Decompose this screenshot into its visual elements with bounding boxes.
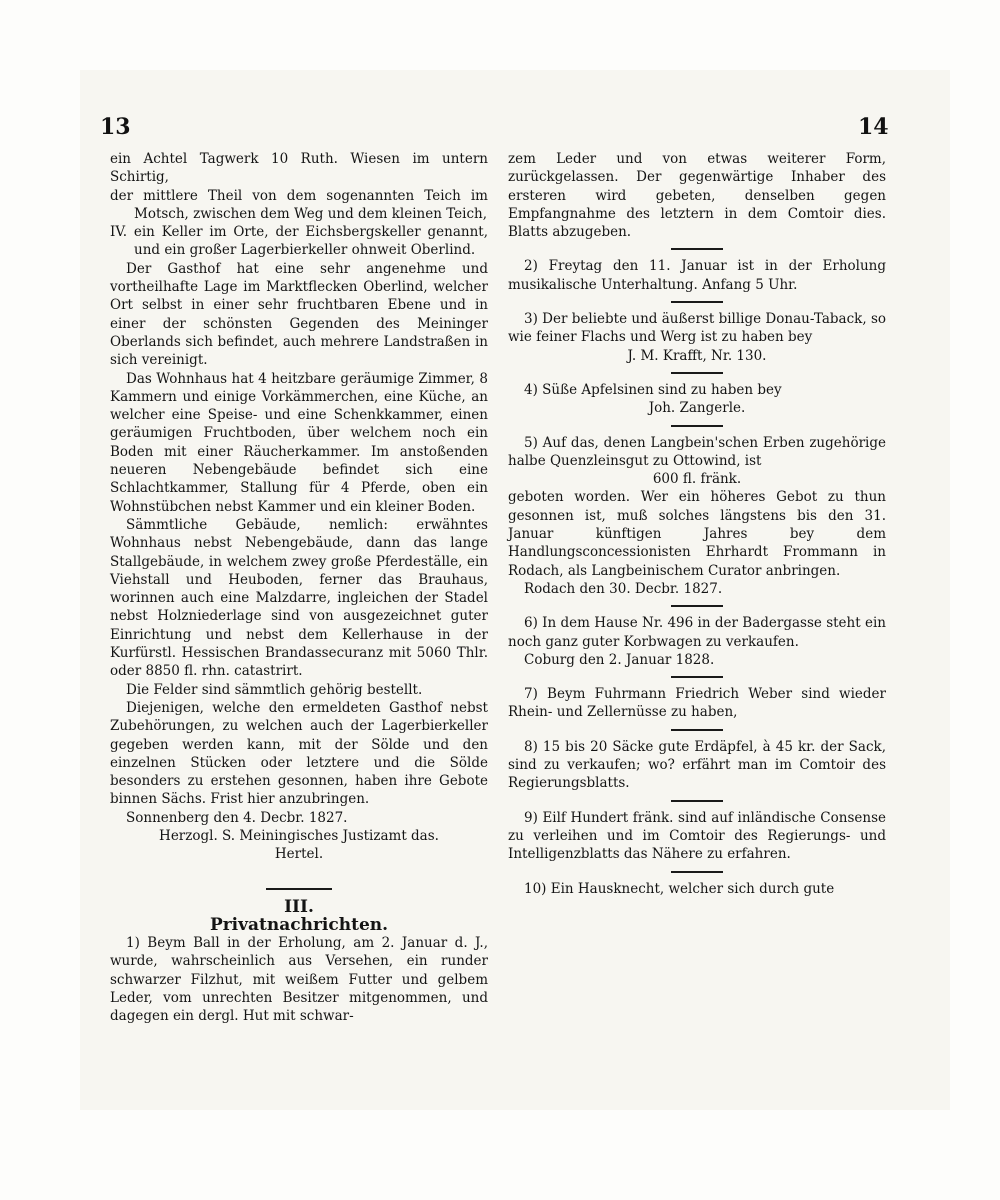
section-divider: [266, 888, 332, 890]
paragraph: Die Felder sind sämmtlich gehörig bestellt.: [126, 681, 423, 698]
signature-name: Hertel.: [274, 846, 324, 863]
paragraph: Sämmtliche Gebäude, nemlich: erwähntes Wohnhaus nebst Nebengebäude, dann das lange Stallgebäude, in welchem zwey große Pferdeställe, ein Viehstall und Heuboden, ferner das Brauhaus, worinnen auch eine Malzdarre, ingleichen der Stadel nebst Holzniederlage sind von ausgezeichnet guter Einrichtung und nebst dem Kellerhause in der Kurfürstl. Hessischen Brandassecuranz mit 5060 Thlr. oder 8850 fl. rhn. catastrirt.: [110, 516, 488, 680]
page-number-left: 13: [100, 114, 131, 140]
notice-9: 9) Eilf Hundert fränk. sind auf inländische Consense zu verleihen und im Comtoir des Regierungs- und Intelligenzblatts das Nähere zu erfahren.: [508, 809, 886, 863]
section-title: Privatnachrichten.: [209, 914, 389, 935]
section-number: III.: [284, 896, 314, 917]
notice-divider: [671, 729, 723, 731]
notice-divider: [671, 800, 723, 802]
signature-office: Herzogl. S. Meiningisches Justizamt das.: [159, 827, 439, 844]
paragraph: ein Achtel Tagwerk 10 Ruth. Wiesen im untern Schirtig,: [110, 151, 488, 186]
notice-5-date: Rodach den 30. Decbr. 1827.: [524, 580, 723, 597]
notice-6-date: Coburg den 2. Januar 1828.: [524, 651, 715, 668]
notice-7: 7) Beym Fuhrmann Friedrich Weber sind wieder Rhein- und Zellernüsse zu haben,: [508, 686, 886, 721]
notice-4: 4) Süße Apfelsinen sind zu haben bey: [524, 381, 782, 398]
left-column: [110, 150, 488, 1026]
page-number-right: 14: [858, 114, 889, 140]
notice-divider: [671, 301, 723, 303]
notice-divider: [671, 605, 723, 607]
notice-6: 6) In dem Hause Nr. 496 in der Badergasse steht ein noch ganz guter Korbwagen zu verkaufen.: [508, 615, 886, 650]
notice-8: 8) 15 bis 20 Säcke gute Erdäpfel, à 45 kr. der Sack, sind zu verkaufen; wo? erfährt man im Comtoir des Regierungsblatts.: [508, 738, 886, 792]
paragraph: Das Wohnhaus hat 4 heitzbare geräumige Zimmer, 8 Kammern und einige Vorkämmerchen, eine Küche, an welcher eine Speise- und eine Schenkkammer, einen geräumigen Fruchtboden, über welchem noch ein Boden mit einer Räucherkammer. Im anstoßenden neueren Nebengebäude befindet sich eine Schlachtkammer, Stallung für 4 Pferde, oben ein Wohnstübchen nebst Kammer und ein kleiner Boden.: [110, 370, 488, 515]
notice-divider: [671, 425, 723, 427]
notice-5-continued: geboten worden. Wer ein höheres Gebot zu thun gesonnen ist, muß solches längstens bis den 31. Januar künftigen Jahres bey dem Handlungsconcessionisten Ehrhardt Frommann in Rodach, als Langbeinischem Curator anbringen.: [508, 489, 886, 579]
notice-divider: [671, 248, 723, 250]
notice-1: 1) Beym Ball in der Erholung, am 2. Januar d. J., wurde, wahrscheinlich aus Versehen, ein runder schwarzer Filzhut, mit weißem Futter und gelbem Leder, vom unrechten Besitzer mitgenommen, und dagegen ein dergl. Hut mit schwar-: [110, 935, 488, 1025]
notice-3-signature: J. M. Krafft, Nr. 130.: [627, 347, 767, 364]
place-date: Sonnenberg den 4. Decbr. 1827.: [126, 809, 348, 826]
notice-4-signature: Joh. Zangerle.: [648, 400, 746, 417]
notice-5: 5) Auf das, denen Langbein'schen Erben zugehörige halbe Quenzleinsgut zu Ottowind, ist: [508, 434, 886, 469]
notice-3: 3) Der beliebte und äußerst billige Donau-Taback, so wie feiner Flachs und Werg ist zu haben bey: [508, 311, 886, 346]
notice-divider: [671, 372, 723, 374]
paragraph: IV. ein Keller im Orte, der Eichsbergskeller genannt, und ein großer Lagerbierkeller ohnweit Oberlind.: [110, 224, 488, 259]
notice-1-continued: zem Leder und von etwas weiterer Form, zurückgelassen. Der gegenwärtige Inhaber des ersteren wird gebeten, denselben gegen Empfangnahme des letztern in dem Comtoir dies. Blatts abzugeben.: [508, 151, 886, 241]
paragraph: Diejenigen, welche den ermeldeten Gasthof nebst Zubehörungen, zu welchen auch der Lagerbierkeller gegeben werden kann, mit der Sölde und den einzelnen Stücken oder letztere und die Sölde besonders zu erstehen gesonnen, haben ihre Gebote binnen Sächs. Frist hier anzubringen.: [110, 699, 488, 808]
right-column: [508, 150, 886, 898]
notice-10: 10) Ein Hausknecht, welcher sich durch gute: [524, 880, 835, 897]
notice-divider: [671, 676, 723, 678]
notice-2: 2) Freytag den 11. Januar ist in der Erholung musikalische Unterhaltung. Anfang 5 Uhr.: [508, 258, 886, 293]
notice-divider: [671, 871, 723, 873]
paragraph: der mittlere Theil von dem sogenannten Teich im Motsch, zwischen dem Weg und dem kleinen Teich,: [110, 187, 488, 222]
notice-5-price: 600 fl. fränk.: [652, 471, 742, 488]
paragraph: Der Gasthof hat eine sehr angenehme und vortheilhafte Lage im Marktflecken Oberlind, welcher Ort selbst in einer sehr fruchtbaren Ebene und in einer der schönsten Gegenden des Meininger Oberlands sich befindet, auch mehrere Landstraßen in sich vereinigt.: [110, 260, 488, 369]
